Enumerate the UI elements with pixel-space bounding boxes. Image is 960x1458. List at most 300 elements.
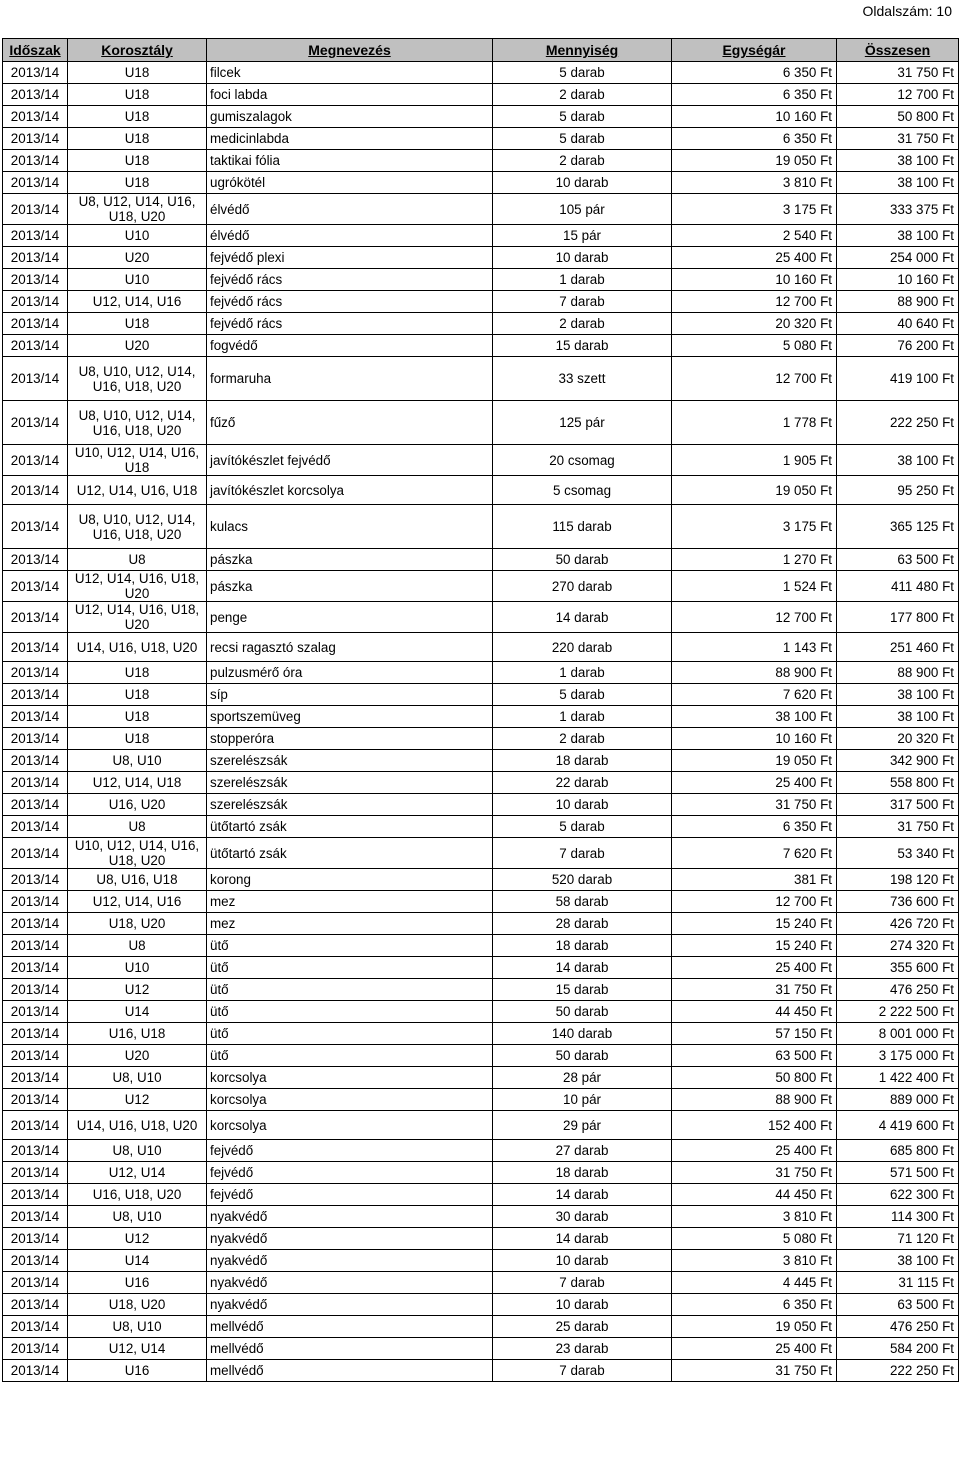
table-row [3,794,959,816]
cell-name: korcsolya [207,1067,493,1089]
table-row [3,1360,959,1382]
cell-age-group: U8, U10 [68,1067,207,1089]
cell-unit-price: 19 050 Ft [672,1316,837,1338]
cell-name: korcsolya [207,1089,493,1111]
cell-unit-price: 19 050 Ft [672,476,837,505]
cell-name: pászka [207,549,493,571]
table-row [3,772,959,794]
cell-age-group: U8 [68,816,207,838]
cell-period: 2013/14 [3,269,68,291]
cell-unit-price: 1 270 Ft [672,549,837,571]
cell-age-group: U8, U10, U12, U14, U16, U18, U20 [68,505,207,549]
cell-total: 10 160 Ft [837,269,959,291]
cell-period: 2013/14 [3,1184,68,1206]
cell-age-group: U12, U14, U16 [68,891,207,913]
cell-age-group: U18 [68,106,207,128]
cell-total: 355 600 Ft [837,957,959,979]
cell-quantity: 10 pár [493,1089,672,1111]
cell-unit-price: 50 800 Ft [672,1067,837,1089]
cell-age-group: U18 [68,172,207,194]
cell-age-group: U10, U12, U14, U16, U18 [68,445,207,476]
cell-quantity: 10 darab [493,1250,672,1272]
table-row [3,1184,959,1206]
cell-unit-price: 10 160 Ft [672,728,837,750]
cell-quantity: 5 darab [493,62,672,84]
cell-quantity: 5 darab [493,128,672,150]
table-row [3,1140,959,1162]
cell-period: 2013/14 [3,313,68,335]
cell-quantity: 270 darab [493,571,672,602]
cell-age-group: U18, U20 [68,1294,207,1316]
cell-quantity: 15 pár [493,225,672,247]
cell-quantity: 5 darab [493,106,672,128]
cell-quantity: 14 darab [493,957,672,979]
cell-unit-price: 1 143 Ft [672,633,837,662]
cell-quantity: 23 darab [493,1338,672,1360]
table-row [3,357,959,401]
cell-period: 2013/14 [3,1140,68,1162]
cell-quantity: 10 darab [493,794,672,816]
cell-total: 274 320 Ft [837,935,959,957]
table-row [3,401,959,445]
cell-period: 2013/14 [3,935,68,957]
cell-period: 2013/14 [3,662,68,684]
table-row [3,602,959,633]
cell-unit-price: 57 150 Ft [672,1023,837,1045]
cell-total: 251 460 Ft [837,633,959,662]
cell-total: 31 750 Ft [837,128,959,150]
cell-total: 419 100 Ft [837,357,959,401]
table-row [3,225,959,247]
cell-age-group: U12, U14, U16, U18, U20 [68,602,207,633]
cell-age-group: U12, U14 [68,1162,207,1184]
cell-age-group: U8, U12, U14, U16, U18, U20 [68,194,207,225]
cell-name: fejvédő [207,1140,493,1162]
table-row [3,662,959,684]
cell-total: 88 900 Ft [837,662,959,684]
cell-period: 2013/14 [3,979,68,1001]
cell-quantity: 15 darab [493,335,672,357]
cell-name: kulacs [207,505,493,549]
table-row [3,1228,959,1250]
cell-period: 2013/14 [3,869,68,891]
table-row [3,313,959,335]
cell-quantity: 5 darab [493,816,672,838]
cell-age-group: U16 [68,1272,207,1294]
cell-total: 38 100 Ft [837,706,959,728]
cell-name: gumiszalagok [207,106,493,128]
cell-total: 12 700 Ft [837,84,959,106]
cell-quantity: 25 darab [493,1316,672,1338]
cell-age-group: U12 [68,1228,207,1250]
cell-period: 2013/14 [3,1067,68,1089]
cell-period: 2013/14 [3,291,68,313]
cell-quantity: 28 darab [493,913,672,935]
cell-age-group: U18 [68,62,207,84]
cell-unit-price: 25 400 Ft [672,247,837,269]
cell-unit-price: 7 620 Ft [672,684,837,706]
cell-total: 38 100 Ft [837,445,959,476]
cell-name: fűző [207,401,493,445]
cell-quantity: 22 darab [493,772,672,794]
cell-period: 2013/14 [3,1001,68,1023]
table-row [3,750,959,772]
cell-total: 20 320 Ft [837,728,959,750]
cell-quantity: 10 darab [493,172,672,194]
cell-unit-price: 31 750 Ft [672,979,837,1001]
cell-age-group: U16 [68,1360,207,1382]
cell-unit-price: 1 778 Ft [672,401,837,445]
cell-quantity: 50 darab [493,1001,672,1023]
cell-name: nyakvédő [207,1250,493,1272]
table-row [3,1272,959,1294]
cell-total: 31 750 Ft [837,816,959,838]
table-row [3,935,959,957]
cell-quantity: 30 darab [493,1206,672,1228]
cell-total: 38 100 Ft [837,1250,959,1272]
cell-total: 53 340 Ft [837,838,959,869]
cell-quantity: 7 darab [493,291,672,313]
cell-total: 426 720 Ft [837,913,959,935]
cell-name: javítókészlet fejvédő [207,445,493,476]
cell-unit-price: 12 700 Ft [672,602,837,633]
cell-period: 2013/14 [3,1316,68,1338]
cell-unit-price: 152 400 Ft [672,1111,837,1140]
cell-period: 2013/14 [3,602,68,633]
cell-period: 2013/14 [3,1294,68,1316]
cell-unit-price: 12 700 Ft [672,891,837,913]
cell-unit-price: 38 100 Ft [672,706,837,728]
cell-name: fogvédő [207,335,493,357]
cell-period: 2013/14 [3,194,68,225]
cell-name: ütőtartó zsák [207,816,493,838]
header-age-group: Korosztály [68,39,207,62]
cell-period: 2013/14 [3,1228,68,1250]
cell-name: pulzusmérő óra [207,662,493,684]
cell-name: pászka [207,571,493,602]
cell-period: 2013/14 [3,225,68,247]
cell-unit-price: 15 240 Ft [672,913,837,935]
cell-period: 2013/14 [3,633,68,662]
cell-period: 2013/14 [3,891,68,913]
table-row [3,891,959,913]
cell-period: 2013/14 [3,750,68,772]
cell-quantity: 14 darab [493,1228,672,1250]
cell-age-group: U14, U16, U18, U20 [68,1111,207,1140]
cell-quantity: 28 pár [493,1067,672,1089]
cell-age-group: U8, U10 [68,1206,207,1228]
cell-total: 3 175 000 Ft [837,1045,959,1067]
cell-age-group: U8 [68,549,207,571]
cell-unit-price: 25 400 Ft [672,772,837,794]
cell-total: 622 300 Ft [837,1184,959,1206]
cell-quantity: 10 darab [493,247,672,269]
cell-quantity: 50 darab [493,1045,672,1067]
table-row [3,445,959,476]
table-row [3,1023,959,1045]
cell-age-group: U20 [68,335,207,357]
cell-total: 38 100 Ft [837,172,959,194]
table-row [3,913,959,935]
page-number: Oldalszám: 10 [862,3,952,19]
table-row [3,291,959,313]
cell-age-group: U8, U10 [68,1316,207,1338]
cell-total: 584 200 Ft [837,1338,959,1360]
cell-age-group: U16, U18 [68,1023,207,1045]
cell-age-group: U16, U20 [68,794,207,816]
cell-unit-price: 10 160 Ft [672,106,837,128]
cell-age-group: U18 [68,84,207,106]
cell-total: 4 419 600 Ft [837,1111,959,1140]
cell-quantity: 2 darab [493,313,672,335]
table-row [3,1206,959,1228]
cell-quantity: 29 pár [493,1111,672,1140]
cell-name: szerelészsák [207,772,493,794]
cell-unit-price: 25 400 Ft [672,1140,837,1162]
cell-total: 365 125 Ft [837,505,959,549]
cell-total: 198 120 Ft [837,869,959,891]
table-row [3,476,959,505]
cell-age-group: U18 [68,313,207,335]
cell-quantity: 115 darab [493,505,672,549]
cell-age-group: U8, U10 [68,750,207,772]
table-row [3,1067,959,1089]
cell-name: fejvédő rács [207,291,493,313]
cell-period: 2013/14 [3,706,68,728]
cell-age-group: U8 [68,935,207,957]
table-row [3,172,959,194]
cell-period: 2013/14 [3,1089,68,1111]
cell-unit-price: 31 750 Ft [672,1360,837,1382]
cell-unit-price: 4 445 Ft [672,1272,837,1294]
cell-quantity: 58 darab [493,891,672,913]
cell-name: fejvédő [207,1162,493,1184]
cell-unit-price: 6 350 Ft [672,62,837,84]
cell-period: 2013/14 [3,1111,68,1140]
cell-age-group: U14, U16, U18, U20 [68,633,207,662]
cell-total: 685 800 Ft [837,1140,959,1162]
cell-unit-price: 10 160 Ft [672,269,837,291]
cell-quantity: 1 darab [493,706,672,728]
table-row [3,869,959,891]
cell-age-group: U18 [68,662,207,684]
cell-period: 2013/14 [3,1162,68,1184]
cell-period: 2013/14 [3,445,68,476]
cell-name: fejvédő rács [207,313,493,335]
table-row [3,269,959,291]
cell-name: recsi ragasztó szalag [207,633,493,662]
cell-age-group: U12 [68,979,207,1001]
cell-quantity: 7 darab [493,1272,672,1294]
table-row [3,816,959,838]
cell-period: 2013/14 [3,335,68,357]
cell-name: sportszemüveg [207,706,493,728]
cell-quantity: 105 pár [493,194,672,225]
cell-quantity: 14 darab [493,1184,672,1206]
table-row [3,1162,959,1184]
cell-age-group: U14 [68,1001,207,1023]
cell-unit-price: 88 900 Ft [672,1089,837,1111]
cell-quantity: 18 darab [493,750,672,772]
cell-quantity: 520 darab [493,869,672,891]
cell-unit-price: 381 Ft [672,869,837,891]
cell-total: 889 000 Ft [837,1089,959,1111]
cell-unit-price: 20 320 Ft [672,313,837,335]
cell-period: 2013/14 [3,549,68,571]
cell-period: 2013/14 [3,1023,68,1045]
header-unit-price: Egységár [672,39,837,62]
cell-unit-price: 88 900 Ft [672,662,837,684]
cell-name: mez [207,891,493,913]
cell-name: szerelészsák [207,794,493,816]
cell-age-group: U18 [68,150,207,172]
table-row [3,247,959,269]
cell-unit-price: 19 050 Ft [672,750,837,772]
cell-quantity: 14 darab [493,602,672,633]
table-row [3,1001,959,1023]
cell-quantity: 140 darab [493,1023,672,1045]
cell-unit-price: 6 350 Ft [672,128,837,150]
cell-unit-price: 44 450 Ft [672,1001,837,1023]
table-row [3,1338,959,1360]
cell-age-group: U12 [68,1089,207,1111]
cell-total: 114 300 Ft [837,1206,959,1228]
cell-name: ütő [207,1045,493,1067]
cell-period: 2013/14 [3,128,68,150]
cell-total: 95 250 Ft [837,476,959,505]
cell-quantity: 10 darab [493,1294,672,1316]
cell-quantity: 20 csomag [493,445,672,476]
cell-name: ütő [207,1023,493,1045]
cell-period: 2013/14 [3,401,68,445]
cell-total: 571 500 Ft [837,1162,959,1184]
table-row [3,728,959,750]
cell-period: 2013/14 [3,1206,68,1228]
table-row [3,838,959,869]
cell-total: 71 120 Ft [837,1228,959,1250]
cell-quantity: 125 pár [493,401,672,445]
cell-total: 333 375 Ft [837,194,959,225]
cell-unit-price: 12 700 Ft [672,291,837,313]
table-header-row [3,39,959,62]
cell-quantity: 1 darab [493,662,672,684]
cell-name: nyakvédő [207,1206,493,1228]
cell-quantity: 5 darab [493,684,672,706]
cell-period: 2013/14 [3,150,68,172]
cell-age-group: U18, U20 [68,913,207,935]
cell-name: mellvédő [207,1316,493,1338]
cell-total: 411 480 Ft [837,571,959,602]
table-row [3,1294,959,1316]
cell-age-group: U8, U10, U12, U14, U16, U18, U20 [68,357,207,401]
cell-total: 76 200 Ft [837,335,959,357]
cell-period: 2013/14 [3,172,68,194]
cell-quantity: 220 darab [493,633,672,662]
cell-age-group: U12, U14, U18 [68,772,207,794]
cell-age-group: U18 [68,706,207,728]
table-row [3,335,959,357]
cell-name: ütő [207,935,493,957]
cell-unit-price: 3 810 Ft [672,1206,837,1228]
table-row [3,1089,959,1111]
cell-total: 736 600 Ft [837,891,959,913]
cell-period: 2013/14 [3,106,68,128]
cell-total: 40 640 Ft [837,313,959,335]
cell-total: 31 750 Ft [837,62,959,84]
cell-name: nyakvédő [207,1272,493,1294]
cell-unit-price: 31 750 Ft [672,1162,837,1184]
cell-name: foci labda [207,84,493,106]
cell-unit-price: 15 240 Ft [672,935,837,957]
cell-quantity: 2 darab [493,728,672,750]
cell-name: filcek [207,62,493,84]
cell-quantity: 2 darab [493,150,672,172]
cell-total: 63 500 Ft [837,1294,959,1316]
cell-age-group: U10, U12, U14, U16, U18, U20 [68,838,207,869]
cell-name: fejvédő rács [207,269,493,291]
table-row [3,84,959,106]
cell-quantity: 15 darab [493,979,672,1001]
cell-unit-price: 44 450 Ft [672,1184,837,1206]
cell-period: 2013/14 [3,505,68,549]
cell-quantity: 5 csomag [493,476,672,505]
table-row [3,1316,959,1338]
table-row [3,194,959,225]
table-row [3,571,959,602]
cell-period: 2013/14 [3,957,68,979]
cell-total: 558 800 Ft [837,772,959,794]
cell-age-group: U12, U14 [68,1338,207,1360]
cell-total: 342 900 Ft [837,750,959,772]
cell-unit-price: 6 350 Ft [672,84,837,106]
cell-total: 38 100 Ft [837,150,959,172]
cell-name: mez [207,913,493,935]
table-row [3,62,959,84]
cell-name: nyakvédő [207,1228,493,1250]
cell-age-group: U18 [68,128,207,150]
cell-total: 1 422 400 Ft [837,1067,959,1089]
cell-quantity: 7 darab [493,1360,672,1382]
table-row [3,684,959,706]
cell-unit-price: 1 524 Ft [672,571,837,602]
equipment-table [2,38,959,1382]
cell-name: formaruha [207,357,493,401]
cell-period: 2013/14 [3,794,68,816]
cell-name: nyakvédő [207,1294,493,1316]
cell-unit-price: 6 350 Ft [672,1294,837,1316]
cell-period: 2013/14 [3,247,68,269]
cell-age-group: U10 [68,957,207,979]
cell-name: ugrókötél [207,172,493,194]
cell-unit-price: 3 175 Ft [672,194,837,225]
cell-unit-price: 63 500 Ft [672,1045,837,1067]
cell-period: 2013/14 [3,838,68,869]
cell-unit-price: 5 080 Ft [672,1228,837,1250]
cell-age-group: U12, U14, U16, U18, U20 [68,571,207,602]
cell-total: 254 000 Ft [837,247,959,269]
header-name: Megnevezés [207,39,493,62]
cell-total: 222 250 Ft [837,1360,959,1382]
cell-age-group: U12, U14, U16, U18 [68,476,207,505]
cell-name: medicinlabda [207,128,493,150]
cell-quantity: 33 szett [493,357,672,401]
table-body [3,62,959,1382]
header-period: Időszak [3,39,68,62]
cell-age-group: U18 [68,684,207,706]
table-row [3,979,959,1001]
cell-age-group: U8, U10 [68,1140,207,1162]
cell-unit-price: 3 810 Ft [672,1250,837,1272]
